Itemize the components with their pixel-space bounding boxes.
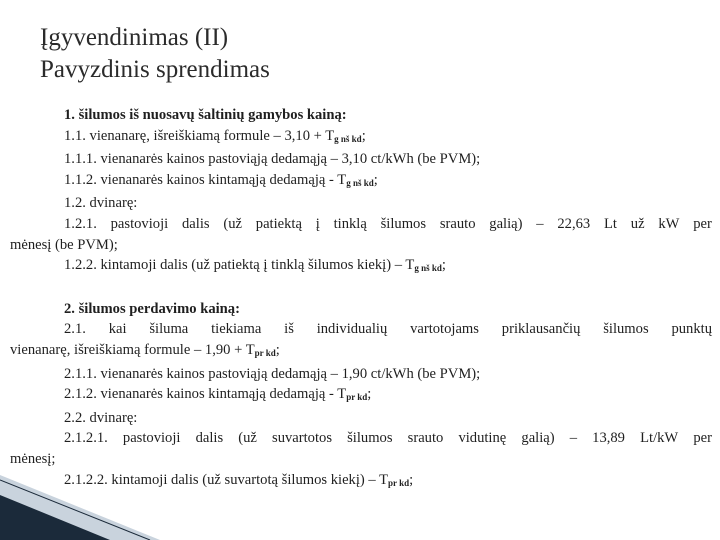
word: per xyxy=(693,215,712,232)
slide-title xyxy=(40,22,270,86)
word: srauto xyxy=(407,430,444,447)
subscript: pr kd xyxy=(388,477,410,488)
word: dalis xyxy=(195,430,224,447)
word: kai xyxy=(108,321,127,338)
subscript: g nš kd xyxy=(334,133,362,144)
subscript: g nš kd xyxy=(414,263,442,274)
text: 2.1.2.2. kintamoji dalis (už suvartotą šilumos kiekį) – T xyxy=(64,471,388,488)
word: 1.2.1. xyxy=(64,215,97,232)
section-2-line-2: 2.1.1. vienanarės kainos pastoviąją dedamąją – 1,90 ct/kWh (be PVM); xyxy=(64,365,481,382)
slide-content xyxy=(0,105,712,493)
corner-decoration xyxy=(0,450,160,540)
text: ; xyxy=(367,386,372,403)
text: ; xyxy=(409,471,414,488)
section-2-heading: 2. šilumos perdavimo kainą: xyxy=(64,300,240,317)
word: – xyxy=(569,430,578,447)
section-1-line-5-continued: mėnesį (be PVM); xyxy=(10,236,118,253)
word: individualių xyxy=(316,321,388,338)
text: ; xyxy=(373,171,378,188)
text: 1.1.2. vienanarės kainos kintamąją dedamąją - T xyxy=(64,171,347,188)
word: iš xyxy=(284,321,294,338)
text: 2.1.2. vienanarės kainos kintamąją dedamąją - T xyxy=(64,386,347,403)
word: Lt xyxy=(604,215,617,232)
text: ; xyxy=(275,341,280,358)
word: kW xyxy=(658,215,680,232)
word: 2.1.2.1. xyxy=(64,430,108,447)
word: priklausančių xyxy=(501,321,581,338)
word: (už xyxy=(223,215,242,232)
section-2-line-1 xyxy=(0,319,712,340)
section-1-line-5 xyxy=(0,214,712,235)
section-2-line-5-continued: mėnesį; xyxy=(10,450,56,467)
word: į xyxy=(315,215,320,232)
word: pastovioji xyxy=(110,215,169,232)
word: šilumos xyxy=(347,430,393,447)
word: šilumos xyxy=(380,215,427,232)
section-2-line-5 xyxy=(0,428,712,449)
subscript: g nš kd xyxy=(346,177,374,188)
word: Lt/kW xyxy=(640,430,679,447)
word: tiekiama xyxy=(211,321,262,338)
word: vidutinę xyxy=(458,430,507,447)
section-1-heading: 1. šilumos iš nuosavų šaltinių gamybos kainą: xyxy=(64,107,347,123)
word: patiektą xyxy=(255,215,302,232)
word: šiluma xyxy=(149,321,189,338)
word: už xyxy=(630,215,645,232)
word: galią) xyxy=(489,215,523,232)
section-1-line-6 xyxy=(0,255,712,279)
word: srauto xyxy=(439,215,476,232)
word: vartotojams xyxy=(410,321,479,338)
text: ; xyxy=(441,257,446,274)
subscript: pr kd xyxy=(254,347,276,358)
word: tinklą xyxy=(333,215,367,232)
word: dalis xyxy=(181,215,210,232)
subscript: pr kd xyxy=(346,392,368,403)
word: pastovioji xyxy=(122,430,181,447)
word: 13,89 xyxy=(592,430,625,447)
section-1-line-2: 1.1.1. vienanarės kainos pastoviąją dedamąją – 3,10 ct/kWh (be PVM); xyxy=(64,151,481,168)
word: (už xyxy=(238,430,257,447)
word: punktų xyxy=(671,321,712,338)
section-2-line-1-continued xyxy=(0,340,712,364)
text: ; xyxy=(361,127,366,144)
section-1-line-3 xyxy=(0,170,712,194)
section-gap xyxy=(0,279,712,299)
text: 1.2.2. kintamoji dalis (už patiektą į tinklą šilumos kiekį) – T xyxy=(64,257,415,274)
word: suvartotos xyxy=(272,430,333,447)
title-line-1: Įgyvendinimas (II) xyxy=(40,24,229,51)
text: 1.1. vienanarę, išreiškiamą formule – 3,10 + T xyxy=(64,127,335,144)
word: galią) xyxy=(521,430,555,447)
section-2-line-4: 2.2. dvinarę: xyxy=(64,409,138,426)
section-1-line-4: 1.2. dvinarę: xyxy=(64,195,138,212)
word: šilumos xyxy=(603,321,649,338)
section-1-line-1 xyxy=(0,126,712,150)
word: 22,63 xyxy=(557,215,591,232)
title-line-2: Pavyzdinis sprendimas xyxy=(40,56,270,83)
word: per xyxy=(693,430,712,447)
section-2-line-3 xyxy=(0,384,712,408)
text: vienanarę, išreiškiamą formule – 1,90 + T xyxy=(10,341,255,358)
word: 2.1. xyxy=(64,321,86,338)
word: – xyxy=(536,215,544,232)
